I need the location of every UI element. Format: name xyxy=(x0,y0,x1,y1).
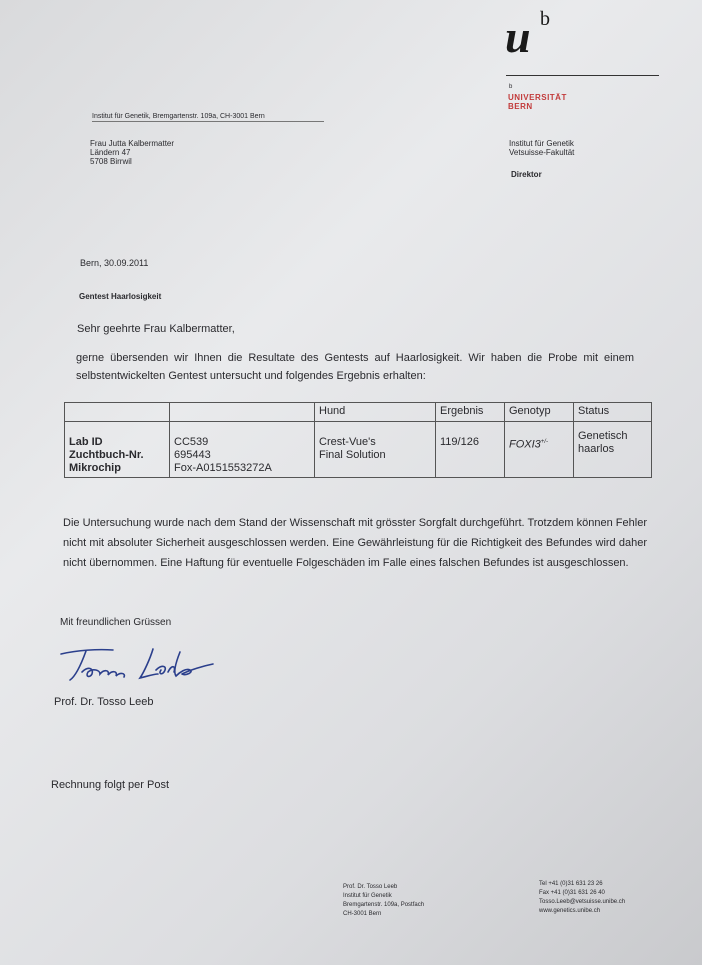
genotype-alleles: +/- xyxy=(540,439,548,445)
header-cell-empty-2 xyxy=(170,403,315,422)
status-line-1: Genetisch xyxy=(578,430,628,442)
letter-subject: Gentest Haarlosigkeit xyxy=(79,292,162,301)
footer-left-line: Prof. Dr. Tosso Leeb xyxy=(343,884,398,890)
footer-phone: Tel +41 (0)31 631 23 26 xyxy=(539,881,603,887)
microchip-value: Fox-A0151553272A xyxy=(174,462,272,474)
footer-left-line: CH-3001 Bern xyxy=(343,911,382,917)
label-lab-id: Lab ID xyxy=(69,436,103,448)
university-line-2: BERN xyxy=(508,102,533,111)
letterhead-divider xyxy=(506,75,659,76)
status-cell xyxy=(574,422,652,478)
header-cell-empty-1 xyxy=(65,403,170,422)
id-labels-cell xyxy=(65,422,170,478)
recipient-name: Frau Jutta Kalbermatter xyxy=(90,139,175,148)
university-logo-b: b xyxy=(540,8,550,30)
header-cell-genotype: Genotyp xyxy=(505,403,574,422)
invoice-note: Rechnung folgt per Post xyxy=(51,779,170,791)
footer-left-line: Bremgartenstr. 109a, Postfach xyxy=(343,902,425,908)
institute-block xyxy=(509,139,574,157)
letter-date: Bern, 30.09.2011 xyxy=(80,258,149,268)
dog-name-line-2: Final Solution xyxy=(319,449,386,461)
footer-left-line: Institut für Genetik xyxy=(343,893,392,899)
intro-paragraph: gerne übersenden wir Ihnen die Resultate des Gentests auf Haarlosigkeit. Wir haben die Probe mit einem selbstentwickelten Gentest untersucht und folgendes Ergebnis erhalten: xyxy=(76,352,634,382)
genotype-gene: FOXI3 xyxy=(509,438,541,451)
institute-name: Institut für Genetik xyxy=(509,139,574,148)
studbook-value: 695443 xyxy=(174,449,211,461)
institute-role: Direktor xyxy=(511,170,542,179)
genotype-cell xyxy=(505,422,574,478)
university-line-1: UNIVERSITÄT xyxy=(508,93,567,102)
closing-greeting: Mit freundlichen Grüssen xyxy=(60,617,172,628)
id-values-cell xyxy=(170,422,315,478)
footer-website: www.genetics.unibe.ch xyxy=(539,908,601,914)
results-table xyxy=(64,402,652,478)
footer-contact xyxy=(539,880,625,916)
table-header-row xyxy=(65,403,652,422)
disclaimer-paragraph: Die Untersuchung wurde nach dem Stand der Wissenschaft mit grösster Sorgfalt durchgeführt. Trotzdem können Fehler nicht mit absoluter Sicherheit ausgeschlossen werden. Eine Gewährleistung für die Richtigkeit des Befundes wird daher nicht übernommen. Eine Haftung für eventuelle Folgeschäden im Falle eines falschen Befundes ist ausgeschlossen. xyxy=(63,517,647,569)
label-microchip: Mikrochip xyxy=(69,462,121,474)
footer-address xyxy=(343,883,424,919)
university-small-b: b xyxy=(509,84,513,90)
salutation: Sehr geehrte Frau Kalbermatter, xyxy=(77,323,235,335)
label-studbook: Zuchtbuch-Nr. xyxy=(69,449,144,461)
footer-email: Tosso.Leeb@vetsuisse.unibe.ch xyxy=(539,899,626,905)
recipient-city: 5708 Birrwil xyxy=(90,157,132,166)
recipient-street: Ländern 47 xyxy=(90,148,131,157)
recipient-address xyxy=(90,139,174,166)
header-cell-status: Status xyxy=(574,403,652,422)
signature-image xyxy=(58,644,218,694)
signatory-name: Prof. Dr. Tosso Leeb xyxy=(54,696,154,708)
table-row xyxy=(65,422,652,478)
dog-name-line-1: Crest-Vue's xyxy=(319,436,376,448)
header-cell-dog: Hund xyxy=(315,403,436,422)
faculty-name: Vetsuisse-Fakultät xyxy=(509,148,575,157)
header-cell-result: Ergebnis xyxy=(436,403,505,422)
sender-return-line: Institut für Genetik, Bremgartenstr. 109a, CH-3001 Bern xyxy=(92,113,324,122)
lab-id-value: CC539 xyxy=(174,436,209,448)
dog-name-cell xyxy=(315,422,436,478)
university-name xyxy=(508,93,567,111)
footer-fax: Fax +41 (0)31 631 26 40 xyxy=(539,890,605,896)
university-logo-u: u xyxy=(505,11,531,62)
result-cell: 119/126 xyxy=(436,422,505,478)
status-line-2: haarlos xyxy=(578,443,615,455)
